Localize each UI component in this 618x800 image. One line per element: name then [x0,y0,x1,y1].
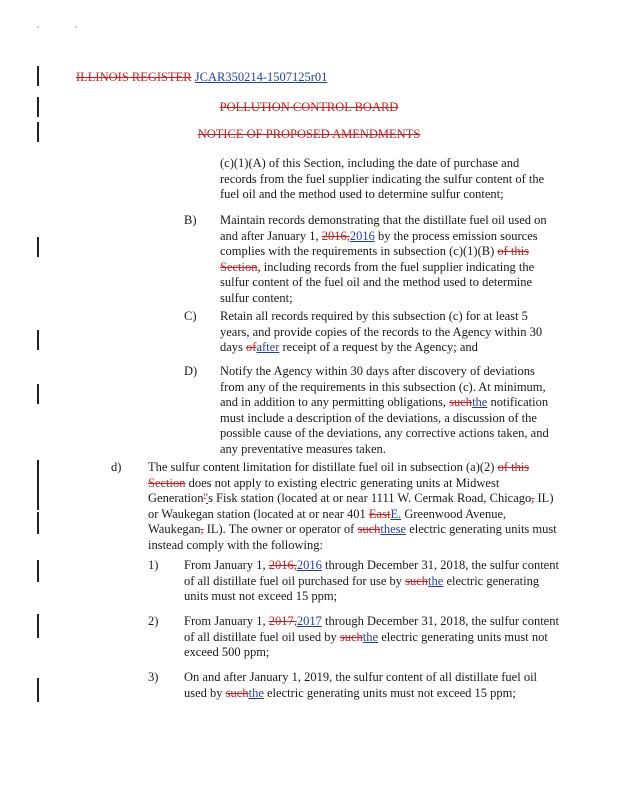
sub-2-line: exceed 500 ppm; [184,645,270,659]
item-d-line: must include a description of the deviations, a discussion of the [220,410,537,425]
deleted-text: Section [148,475,186,490]
item-d-text [220,364,549,457]
para-d-label: d) [111,460,122,474]
text: complies with the requirements in subsection (c)(1)(B) [220,244,498,258]
text: notification [487,395,549,409]
deleted-text: of [246,340,257,354]
deleted-text: such [357,522,381,536]
para-d-line [148,491,557,507]
text: of all distillate fuel oil purchased for use by [184,573,406,588]
text: receipt of a request by the Agency; and [279,340,478,354]
notice-title-deleted: NOTICE OF PROPOSED AMENDMENTS [197,127,421,141]
change-bar [37,614,39,638]
deleted-text: such [225,685,249,700]
change-bar [37,384,39,404]
sub-2-label: 2) [148,614,159,628]
text: The sulfur content limitation for distillate fuel oil in subsection (a)(2) [148,460,498,474]
deleted-text: ' [203,491,206,505]
scan-speck [75,26,77,28]
item-b-text [220,213,547,306]
text: From January 1, [184,558,269,572]
deleted-text: such [449,395,473,409]
para-d-line [148,522,557,538]
register-header [76,70,327,85]
sub-3-line [184,686,537,702]
deleted-text: of this [497,460,530,474]
item-d-line [220,395,549,411]
sub-3-label: 3) [148,670,159,684]
register-title-deleted: ILLINOIS REGISTER [76,70,192,84]
deleted-text: 2017, [268,614,297,628]
text: Generation [148,491,204,505]
change-bar [37,460,39,510]
change-bar [37,237,39,257]
inserted-text: the [472,395,488,409]
sub-3-text [184,670,537,701]
text: and after January 1, [220,228,322,243]
text: and in addition to any permitting obligations, [220,395,450,409]
change-bar [37,66,39,86]
text: of all distillate fuel oil used by [184,629,340,644]
text: electric generating units must not exceed 15 ppm; [263,685,516,700]
item-c-line: Retain all records required by this subsection (c) for at least 5 [220,309,528,323]
text: Greenwood Avenue, [401,506,507,521]
sub-1-text [184,558,559,605]
item-c-line: years, and provide copies of the records to the Agency within 30 [220,324,543,339]
para-d-line [148,476,557,492]
deleted-text: East [368,506,391,521]
inserted-text: 2017 [296,614,322,628]
deleted-text: , [200,522,204,536]
inserted-text: the [428,573,444,588]
item-b-line [220,260,547,276]
item-b-line: sulfur content of the fuel oil and the method used to determine [220,275,533,289]
deleted-text: 2016, [268,558,297,572]
sub-2-text [184,614,559,661]
sub-3-line: On and after January 1, 2019, the sulfur content of all distillate fuel oil [184,670,538,684]
item-d-label: D) [184,364,198,378]
text: s Fisk station (located at or near 1111 W. Cermak Road, Chicago [208,491,532,505]
deleted-text: Section [220,259,258,274]
text: Waukegan [148,522,201,536]
item-d-line: from any of the requirements in this subsection (c). At minimum, [220,379,546,394]
inserted-text: these [380,522,407,536]
inserted-text: the [362,629,379,644]
item-d-line: any preventative measures taken. [220,441,386,456]
text: From January 1, [184,614,269,628]
sub-2-line [184,630,559,646]
text: does not apply to existing electric generating units at Midwest [185,475,500,490]
text: electric generating units must [406,522,557,536]
text: , including records from the fuel supplier indicating the [257,259,535,274]
item-b-label: B) [184,213,197,227]
intro-paragraph [220,156,544,203]
text: or Waukegan station (located at or near 401 [148,506,369,521]
notice-header [0,127,618,142]
scan-speck [37,26,39,28]
change-bar [37,330,39,350]
change-bar [37,560,39,582]
inserted-text: the [248,685,264,700]
para-d-line: instead comply with the following: [148,537,323,552]
para-d-text [148,460,557,553]
item-c-text [220,309,542,356]
sub-2-line [184,614,559,630]
sub-1-line [184,558,559,574]
para-d-line [148,460,557,476]
deleted-text: such [339,629,363,644]
item-d-line: Notify the Agency within 30 days after discovery of deviations [220,364,535,378]
intro-line: records from the fuel supplier indicating the sulfur content of the [220,171,545,186]
inserted-text: after [256,340,280,354]
text: used by [184,685,226,700]
item-d-line: possible cause of the deviations, any corrective actions taken, and [220,426,549,440]
board-header [0,100,618,115]
register-id-inserted: JCAR350214-1507125r01 [194,70,328,84]
item-b-line [220,229,547,245]
text: by the process emission sources [374,228,538,243]
intro-line: fuel oil and the method used to determine sulfur content; [220,187,504,201]
text: electric generating units must not [378,629,548,644]
sub-1-line [184,574,559,590]
board-title-deleted: POLLUTION CONTROL BOARD [219,100,399,114]
text: through December 31, 2018, the sulfur content [321,614,559,628]
para-d-line [148,507,557,523]
text: through December 31, 2018, the sulfur content [321,558,559,572]
text: IL) [534,491,554,505]
inserted-text: 2016 [296,558,322,572]
item-b-line: Maintain records demonstrating that the distillate fuel oil used on [220,213,547,227]
text: electric generating [443,573,540,588]
sub-1-line: units must not exceed 15 ppm; [184,589,338,603]
inserted-text: E. [390,506,402,521]
deleted-text: , [531,491,535,505]
change-bar [37,678,39,702]
deleted-text: such [405,573,429,588]
text: IL). The owner or operator of [203,522,358,536]
inserted-text: ' [205,491,209,505]
text: days [220,340,247,354]
item-c-label: C) [184,309,197,323]
item-b-line [220,244,547,260]
deleted-text: of this [497,244,529,258]
item-c-line [220,340,542,356]
item-b-line: sulfur content; [220,290,293,305]
sub-1-label: 1) [148,558,159,572]
inserted-text: 2016 [349,228,375,243]
change-bar [37,512,39,534]
intro-line: (c)(1)(A) of this Section, including the date of purchase and [220,156,520,170]
deleted-text: 2016, [321,228,350,243]
